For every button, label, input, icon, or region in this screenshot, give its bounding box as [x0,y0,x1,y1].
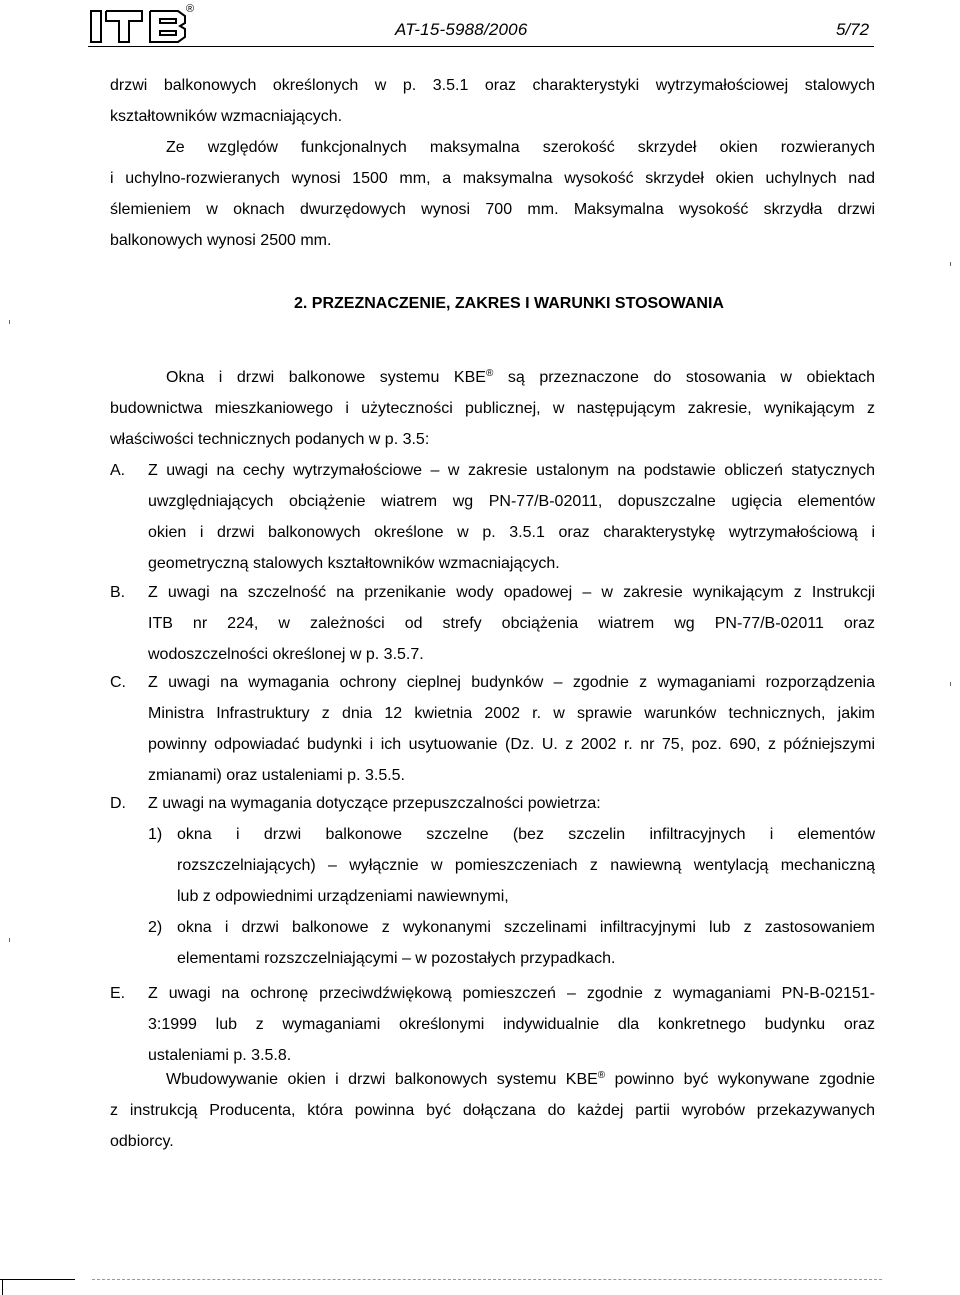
text-line: i uchylno-rozwieranych wynosi 1500 mm, a maksymalna wysokość skrzydeł okien uchylnych nad [110,170,875,187]
text-line: z instrukcją Producenta, która powinna być dołączana do każdej partii wyrobów przekazywanych [110,1102,875,1119]
text-fragment: Wbudowywanie okien i drzwi balkonowych systemu KBE [166,1071,598,1088]
sub-item-content [177,912,875,974]
list-item-content [148,788,875,819]
text-line: Z uwagi na szczelność na przenikanie wody opadowej – w zakresie wynikającym z Instrukcji [148,584,875,601]
list-item-content [148,455,875,579]
text-line: zmianami) oraz ustaleniami p. 3.5.5. [148,767,405,784]
text-fragment: są przeznaczone do stosowania w obiektach [493,369,876,386]
text-line [110,362,875,393]
text-line: drzwi balkonowych określonych w p. 3.5.1 oraz charakterystyki wytrzymałościowej stalowych [110,77,875,94]
sub-item-number: 2) [148,919,163,936]
text-line: Z uwagi na ochronę przeciwdźwiękową pomieszczeń – zgodnie z wymaganiami PN-B-02151- [148,985,875,1002]
bottom-rule-left [0,1279,75,1280]
sub-item-number: 1) [148,826,163,843]
crop-mark [2,1279,3,1295]
list-item-content [148,577,875,670]
text-line: Z uwagi na cechy wytrzymałościowe – w zakresie ustalonym na podstawie obliczeń statycznych [148,462,875,479]
scan-speck [950,262,951,266]
text-line: 3:1999 lub z wymaganiami określonymi indywidualnie dla konkretnego budynku oraz [148,1016,875,1033]
text-line: ślemieniem w oknach dwurzędowych wynosi 700 mm. Maksymalna wysokość skrzydła drzwi [110,201,875,218]
list-letter: B. [110,584,126,601]
text-line: Z uwagi na wymagania dotyczące przepuszczalności powietrza: [148,795,601,812]
list-item-content [148,978,875,1071]
text-line: rozszczelniających) – wyłącznie w pomieszczeniach z nawiewną wentylacją mechaniczną [177,857,875,874]
text-line: okna i drzwi balkonowe z wykonanymi szczelinami infiltracyjnymi lub z zastosowaniem [177,919,875,936]
registered-mark: ® [597,1070,606,1081]
closing-paragraph [110,1064,875,1157]
text-line: Ministra Infrastruktury z dnia 12 kwietnia 2002 r. w sprawie warunków technicznych, jakim [148,705,875,722]
text-line: budownictwa mieszkaniowego i użyteczności publicznej, w następującym zakresie, wynikającym z [110,400,875,417]
document-id: AT-15-5988/2006 [395,20,528,39]
registered-mark: ® [186,3,195,15]
list-letter: C. [110,674,126,691]
text-line: wodoszczelności określonej w p. 3.5.7. [148,646,424,663]
text-line: Z uwagi na wymagania ochrony cieplnej budynków – zgodnie z wymaganiami rozporządzenia [148,674,875,691]
text-line: powinny odpowiadać budynki i ich usytuowanie (Dz. U. z 2002 r. nr 75, poz. 690, z późniejszymi [148,736,875,753]
list-letter: E. [110,985,126,1002]
text-line: balkonowych wynosi 2500 mm. [110,232,332,249]
text-line: Ze względów funkcjonalnych maksymalna szerokość skrzydeł okien rozwieranych [166,139,875,156]
bottom-rule-dashed [92,1279,882,1280]
itb-logo-mark [88,6,200,46]
text-line: ITB nr 224, w zależności od strefy obciążenia wiatrem wg PN-77/B-02011 oraz [148,615,875,632]
itb-logo [88,3,200,46]
intro-paragraph-2 [110,132,875,256]
registered-mark: ® [485,368,494,379]
text-line: ustaleniami p. 3.5.8. [148,1047,292,1064]
text-line: okna i drzwi balkonowe szczelne (bez szczelin infiltracyjnych i elementów [177,826,875,843]
sub-item-content [177,819,875,912]
header-rule [88,46,874,47]
section-heading: 2. PRZEZNACZENIE, ZAKRES I WARUNKI STOSOWANIA [294,295,724,312]
text-line: uwzględniających obciążenie wiatrem wg PN-77/B-02011, dopuszczalne ugięcia elementów [148,493,875,510]
text-line: kształtowników wzmacniających. [110,108,343,125]
section-intro [110,362,875,455]
scan-speck [950,682,951,686]
scan-speck [9,938,10,942]
list-item-content [148,667,875,791]
text-fragment: Okna i drzwi balkonowe systemu KBE [166,369,486,386]
page-number: 5/72 [836,20,870,39]
list-letter: A. [110,462,126,479]
text-line: okien i drzwi balkonowych określone w p. 3.5.1 oraz charakterystykę wytrzymałościową i [148,524,875,541]
text-fragment: powinno być wykonywane zgodnie [605,1071,875,1088]
text-line: lub z odpowiednimi urządzeniami nawiewnymi, [177,888,509,905]
scan-speck [9,320,10,324]
intro-paragraph-1 [110,70,875,132]
text-line: właściwości technicznych podanych w p. 3.5: [110,431,430,448]
text-line [110,1064,875,1095]
text-line: geometryczną stalowych kształtowników wzmacniających. [148,555,560,572]
text-line: odbiorcy. [110,1133,174,1150]
list-letter: D. [110,795,126,812]
text-line: elementami rozszczelniającymi – w pozostałych przypadkach. [177,950,616,967]
